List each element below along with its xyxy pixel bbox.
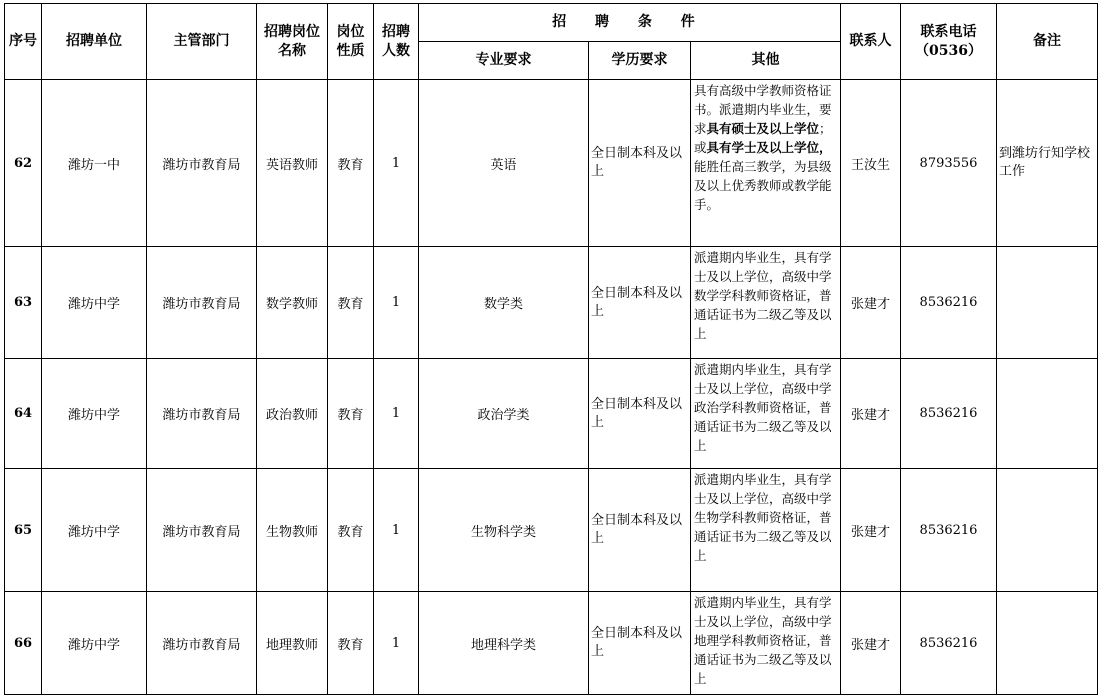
row-unit: 潍坊中学 [42, 247, 147, 359]
header-contact: 联系人 [841, 4, 901, 80]
row-other [691, 80, 841, 247]
row-other: 派遣期内毕业生，具有学士及以上学位，高级中学地理学科教师资格证，普通话证书为二级乙等及以上 [691, 592, 841, 695]
row-other: 派遣期内毕业生，具有学士及以上学位，高级中学生物学科教师资格证，普通话证书为二级乙等及以上 [691, 469, 841, 592]
row-unit: 潍坊中学 [42, 592, 147, 695]
row-contact: 张建才 [841, 359, 901, 469]
row-education: 全日制本科及以上 [589, 469, 691, 592]
row-dept: 潍坊市教育局 [147, 359, 257, 469]
header-count: 招聘人数 [374, 4, 419, 80]
table-row [5, 592, 1098, 695]
row-position: 英语教师 [257, 80, 328, 247]
row-remark: 到潍坊行知学校工作 [997, 80, 1098, 247]
header-seq: 序号 [5, 4, 42, 80]
other-text-bold-b: 具有硕士及以上学位 [706, 121, 820, 136]
row-seq: 65 [5, 469, 42, 592]
row-position: 数学教师 [257, 247, 328, 359]
row-dept: 潍坊市教育局 [147, 592, 257, 695]
row-position: 政治教师 [257, 359, 328, 469]
row-education: 全日制本科及以上 [589, 80, 691, 247]
row-major: 地理科学类 [419, 592, 589, 695]
header-major: 专业要求 [419, 42, 589, 80]
header-position: 招聘岗位名称 [257, 4, 328, 80]
row-phone: 8536216 [901, 247, 997, 359]
row-major: 生物科学类 [419, 469, 589, 592]
row-position: 生物教师 [257, 469, 328, 592]
row-nature: 教育 [328, 359, 374, 469]
other-text-bold-d: 具有学士及以上学位， [706, 140, 832, 155]
header-remark: 备注 [997, 4, 1098, 80]
recruitment-table [4, 3, 1098, 695]
other-text-a: 具有高级中学教师资格证书。派遣期内毕业生，要求 [694, 83, 832, 136]
row-dept: 潍坊市教育局 [147, 469, 257, 592]
header-education: 学历要求 [589, 42, 691, 80]
row-major: 政治学类 [419, 359, 589, 469]
row-count: 1 [374, 359, 419, 469]
table-row [5, 80, 1098, 247]
row-contact: 张建才 [841, 247, 901, 359]
header-unit: 招聘单位 [42, 4, 147, 80]
row-contact: 张建才 [841, 469, 901, 592]
row-count: 1 [374, 80, 419, 247]
row-phone: 8536216 [901, 359, 997, 469]
row-education: 全日制本科及以上 [589, 592, 691, 695]
row-major: 英语 [419, 80, 589, 247]
row-unit: 潍坊中学 [42, 469, 147, 592]
row-phone: 8536216 [901, 592, 997, 695]
row-phone: 8793556 [901, 80, 997, 247]
row-seq: 63 [5, 247, 42, 359]
row-dept: 潍坊市教育局 [147, 247, 257, 359]
row-unit: 潍坊中学 [42, 359, 147, 469]
row-education: 全日制本科及以上 [589, 247, 691, 359]
row-count: 1 [374, 592, 419, 695]
row-nature: 教育 [328, 592, 374, 695]
row-seq: 62 [5, 80, 42, 247]
table-row [5, 469, 1098, 592]
row-other: 派遣期内毕业生，具有学士及以上学位，高级中学数学学科教师资格证，普通话证书为二级乙等及以上 [691, 247, 841, 359]
header-dept: 主管部门 [147, 4, 257, 80]
row-remark [997, 469, 1098, 592]
row-unit: 潍坊一中 [42, 80, 147, 247]
row-dept: 潍坊市教育局 [147, 80, 257, 247]
header-row-1 [5, 4, 1098, 42]
row-remark [997, 359, 1098, 469]
row-count: 1 [374, 469, 419, 592]
row-nature: 教育 [328, 469, 374, 592]
row-other: 派遣期内毕业生，具有学士及以上学位，高级中学政治学科教师资格证，普通话证书为二级乙等及以上 [691, 359, 841, 469]
row-seq: 66 [5, 592, 42, 695]
row-remark [997, 247, 1098, 359]
other-text-c: ；或 [694, 121, 832, 155]
header-conditions: 招 聘 条 件 [419, 4, 841, 42]
table-row [5, 247, 1098, 359]
header-other: 其他 [691, 42, 841, 80]
row-position: 地理教师 [257, 592, 328, 695]
row-count: 1 [374, 247, 419, 359]
row-nature: 教育 [328, 247, 374, 359]
row-contact: 张建才 [841, 592, 901, 695]
header-nature: 岗位性质 [328, 4, 374, 80]
row-contact: 王汝生 [841, 80, 901, 247]
row-nature: 教育 [328, 80, 374, 247]
table-row [5, 359, 1098, 469]
other-text-e: 能胜任高三教学，为县级及以上优秀教师或教学能手。 [694, 159, 832, 212]
row-major: 数学类 [419, 247, 589, 359]
row-education: 全日制本科及以上 [589, 359, 691, 469]
row-remark [997, 592, 1098, 695]
header-phone: 联系电话（0536） [901, 4, 997, 80]
row-seq: 64 [5, 359, 42, 469]
row-phone: 8536216 [901, 469, 997, 592]
